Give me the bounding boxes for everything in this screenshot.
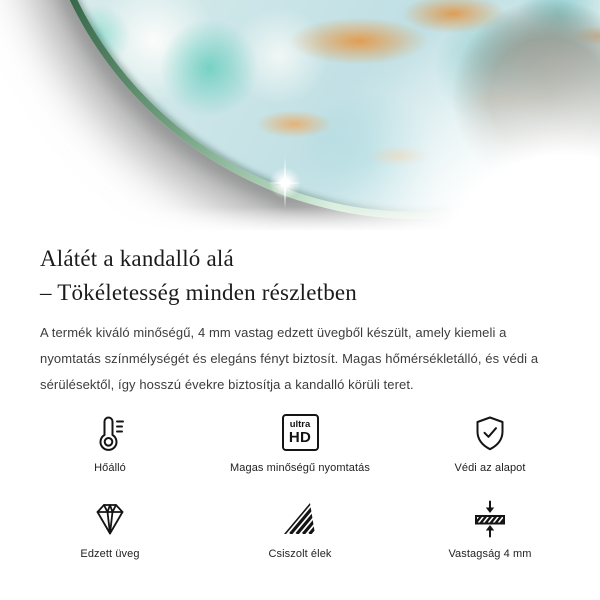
features-grid: [15, 414, 585, 560]
shield-check-icon: [470, 414, 510, 452]
feature-tempered-glass: [15, 500, 205, 560]
feature-label: Magas minőségű nyomtatás: [230, 461, 370, 474]
product-info-section: [0, 230, 600, 560]
feature-label: Védi az alapot: [454, 461, 526, 474]
feature-label: Hőálló: [94, 461, 126, 474]
feature-high-quality-print: [205, 414, 395, 474]
thermometer-icon: [90, 414, 130, 452]
feature-label: Edzett üveg: [80, 547, 140, 560]
glass-panel-photo: [32, 0, 600, 219]
ultra-hd-icon: [282, 414, 319, 452]
ultra-hd-badge-bottom-text: HD: [288, 429, 312, 447]
feature-heat-resistant: [15, 414, 205, 474]
thickness-icon: [470, 500, 510, 538]
page-title-line1: Alátét a kandalló alá: [40, 246, 234, 271]
ultra-hd-badge-top-text: ultra: [289, 418, 311, 430]
feature-thickness: [395, 500, 585, 560]
diamond-icon: [90, 500, 130, 538]
feature-label: Vastagság 4 mm: [448, 547, 532, 560]
feature-protects-base: [395, 414, 585, 474]
feature-label: Csiszolt élek: [268, 547, 332, 560]
ultra-hd-badge: [282, 414, 319, 451]
page-title-line2: – Tökéletesség minden részletben: [40, 279, 358, 305]
page-title: [40, 242, 560, 310]
feature-polished-edges: [205, 500, 395, 560]
marble-artwork: [39, 0, 600, 212]
polished-edges-icon: [280, 500, 320, 538]
product-description: A termék kiváló minőségű, 4 mm vastag edzett üvegből készült, amely kiemeli a nyomtatás színmélységét és elegáns fényt biztosít. Magas hőmérsékletálló, és védi a sérülésektől, így hosszú évekre biztosítja a kandalló körüli teret.: [40, 324, 539, 392]
product-hero-image: [0, 0, 600, 230]
